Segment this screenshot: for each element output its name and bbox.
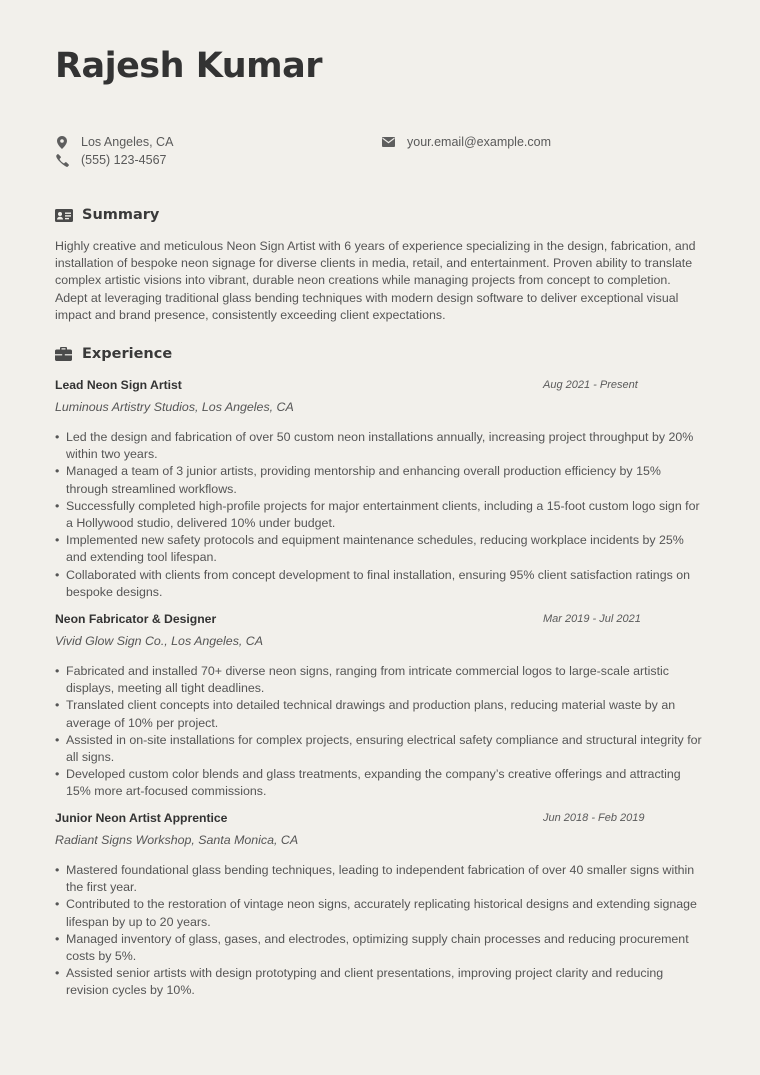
map-pin-icon xyxy=(55,135,69,149)
bullet-item: • Managed inventory of glass, gases, and electrodes, optimizing supply chain processes and reducing procurement costs by 5%. xyxy=(55,931,705,965)
bullet-item: • Contributed to the restoration of vintage neon signs, accurately replicating historical designs and extending signage lifespan by up to 20 years. xyxy=(55,896,705,930)
job-dates: Jun 2018 - Feb 2019 xyxy=(543,812,645,824)
experience-title: Experience xyxy=(82,346,173,362)
email-link[interactable]: your.email@example.com xyxy=(407,135,551,149)
job-bullets xyxy=(55,663,705,801)
bullet-item: • Assisted in on-site installations for complex projects, ensuring electrical safety compliance and structural integrity for all signs. xyxy=(55,732,705,766)
job-dates: Aug 2021 - Present xyxy=(543,379,638,391)
experience-heading xyxy=(55,346,172,362)
candidate-name: Rajesh Kumar xyxy=(55,46,323,86)
bullet-item: • Managed a team of 3 junior artists, providing mentorship and enhancing overall production efficiency by 15% through streamlined workflows. xyxy=(55,463,705,497)
job-title: Lead Neon Sign Artist xyxy=(55,378,182,392)
bullet-item: • Led the design and fabrication of over 50 custom neon installations annually, increasing project throughput by 20% within two years. xyxy=(55,429,705,463)
summary-text: Highly creative and meticulous Neon Sign Artist with 6 years of experience specializing in the design, fabrication, and installation of bespoke neon signage for diverse clients in media, retail, and entertainment. Proven ability to translate complex artistic visions into vibrant, durable neon creations while managing projects from concept to completion. Adept at leveraging traditional glass bending techniques with modern design software to deliver exceptional visual impact and brand presence, consistently exceeding client expectations. xyxy=(55,239,696,322)
job-company: Vivid Glow Sign Co., Los Angeles, CA xyxy=(55,634,263,648)
bullet-item: • Implemented new safety protocols and equipment maintenance schedules, reducing workplace incidents by 25% and extending tool lifespan. xyxy=(55,532,705,566)
job-bullets xyxy=(55,862,705,1000)
phone-icon xyxy=(55,153,69,167)
id-card-icon xyxy=(55,208,73,222)
job-company: Radiant Signs Workshop, Santa Monica, CA xyxy=(55,833,299,847)
contact-email xyxy=(381,135,551,149)
bullet-item: • Fabricated and installed 70+ diverse neon signs, ranging from intricate commercial logos to large-scale artistic displays, meeting all tight deadlines. xyxy=(55,663,705,697)
briefcase-icon xyxy=(55,347,73,361)
job-title: Junior Neon Artist Apprentice xyxy=(55,811,228,825)
bullet-item: • Mastered foundational glass bending techniques, leading to independent fabrication of over 40 smaller signs within the first year. xyxy=(55,862,705,896)
bullet-item: • Collaborated with clients from concept development to final installation, ensuring 95% client satisfaction ratings on bespoke designs. xyxy=(55,567,705,601)
envelope-icon xyxy=(381,135,395,149)
bullet-item: • Assisted senior artists with design prototyping and client presentations, improving project clarity and reducing revision cycles by 10%. xyxy=(55,965,705,999)
job-title: Neon Fabricator & Designer xyxy=(55,612,217,626)
bullet-item: • Translated client concepts into detailed technical drawings and production plans, reducing material waste by an average of 10% per project. xyxy=(55,697,705,731)
contact-location xyxy=(55,135,173,149)
phone-text: (555) 123-4567 xyxy=(81,153,167,167)
job-company: Luminous Artistry Studios, Los Angeles, CA xyxy=(55,400,294,414)
summary-heading xyxy=(55,207,159,223)
summary-title: Summary xyxy=(82,207,160,223)
bullet-item: • Successfully completed high-profile projects for major entertainment clients, including a 15-foot custom logo sign for a Hollywood studio, delivered 10% under budget. xyxy=(55,498,705,532)
job-bullets xyxy=(55,429,705,601)
location-text: Los Angeles, CA xyxy=(81,135,174,149)
bullet-item: • Developed custom color blends and glass treatments, expanding the company’s creative offerings and attracting 15% more art-focused commissions. xyxy=(55,766,705,800)
job-dates: Mar 2019 - Jul 2021 xyxy=(543,613,641,625)
contact-phone xyxy=(55,153,166,167)
